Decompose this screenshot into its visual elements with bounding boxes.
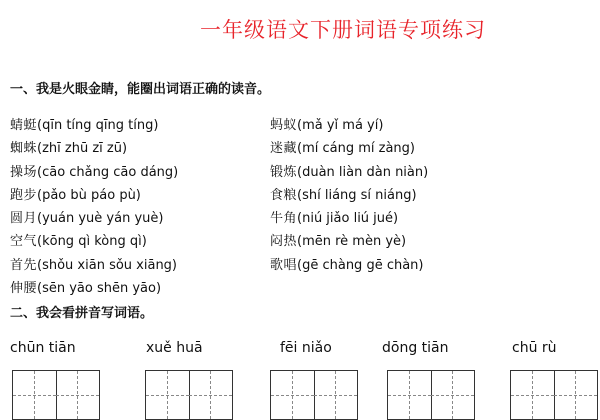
left-word-list <box>10 114 178 300</box>
word-item: 蚂蚁(mǎ yǐ má yí) <box>270 118 384 133</box>
word-item: 操场(cāo chǎng cāo dáng) <box>10 164 179 180</box>
word-item: 空气(kōng qì kòng qì) <box>10 234 147 250</box>
section-2-heading: 二、我会看拼音写词语。 <box>10 306 154 321</box>
pinyin-row <box>0 340 600 360</box>
writing-grid[interactable] <box>270 370 358 420</box>
word-item: 迷藏(mí cáng mí zàng) <box>270 141 415 157</box>
word-item: 食粮(shí liáng sí niáng) <box>270 187 417 203</box>
writing-grid[interactable] <box>12 370 100 420</box>
writing-grid[interactable] <box>145 370 233 420</box>
word-item: 锻炼(duàn liàn dàn niàn) <box>270 164 429 180</box>
writing-grid[interactable] <box>510 370 598 420</box>
right-word-list <box>270 114 428 277</box>
word-item: 跑步(pǎo bù páo pù) <box>10 187 141 203</box>
pinyin-label: dōng tiān <box>382 340 449 356</box>
word-item: 歌唱(gē chàng gē chàn) <box>270 257 424 273</box>
word-item: 牛角(niú jiǎo liú jué) <box>270 211 399 227</box>
word-item: 蜘蛛(zhī zhū zī zū) <box>10 141 128 157</box>
pinyin-label: chūn tiān <box>10 340 76 356</box>
pinyin-label: chū rù <box>512 340 557 356</box>
pinyin-label: fēi niǎo <box>280 340 332 356</box>
word-item: 首先(shǒu xiān sǒu xiāng) <box>10 257 178 273</box>
writing-grid[interactable] <box>387 370 475 420</box>
pinyin-label: xuě huā <box>146 340 203 356</box>
word-item: 蜻蜓(qīn tíng qīng tíng) <box>10 118 159 133</box>
word-item: 伸腰(sēn yāo shēn yāo) <box>10 281 162 297</box>
word-item: 闷热(mēn rè mèn yè) <box>270 234 407 250</box>
section-1-heading: 一、我是火眼金睛，能圈出词语正确的读音。 <box>10 82 271 97</box>
worksheet-title: 一年级语文下册词语专项练习 <box>200 18 486 42</box>
word-item: 圆月(yuán yuè yán yuè) <box>10 211 164 227</box>
